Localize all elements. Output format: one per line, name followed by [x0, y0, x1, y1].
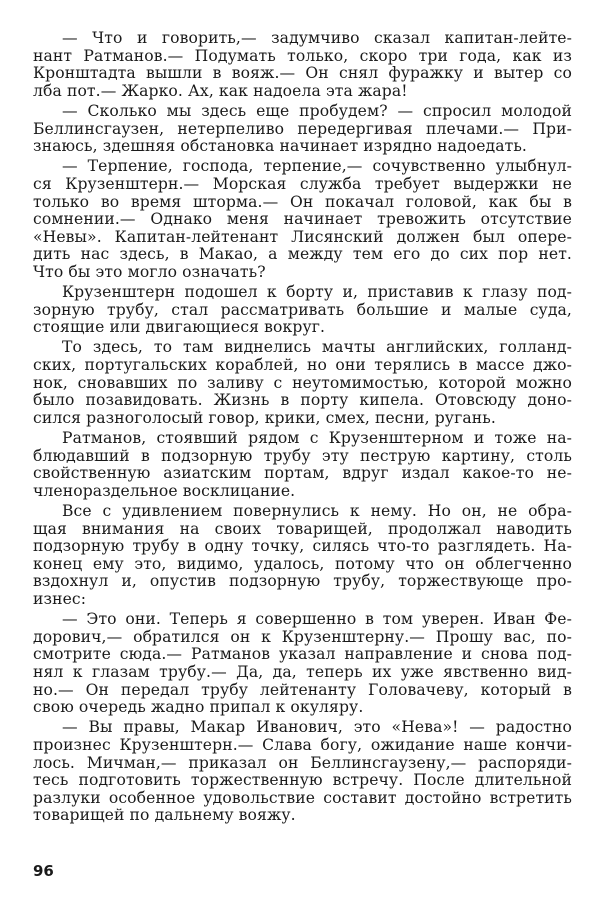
text-line: дить нас здесь, в Макао, а между тем его до сих пор нет. — [33, 245, 572, 264]
text-line: вздохнул и, опустив подзорную трубу, торжествующе про- — [33, 572, 572, 591]
paragraph — [33, 284, 572, 337]
paragraph — [33, 719, 572, 825]
text-line: зорную трубу, стал рассматривать большие и малые суда, — [33, 300, 572, 319]
text-line: ских, португальских кораблей, но они терялись в массе джо- — [33, 356, 572, 375]
text-line: свойственную азиатским портам, вдруг издал какое-то не- — [33, 464, 572, 483]
text-line: нял к глазам трубу.— Да, да, теперь их уже явственно вид- — [33, 662, 572, 681]
text-line: Беллинсгаузен, нетерпеливо передергивая плечами.— При- — [33, 119, 572, 138]
text-line: лба пот.— Жарко. Ах, как надоела эта жара! — [33, 81, 408, 100]
text-line: стоящие или двигающиеся вокруг. — [33, 318, 326, 337]
paragraph — [33, 339, 572, 427]
text-line: сился разноголосый говор, крики, смех, песни, ругань. — [33, 408, 496, 427]
text-line: Все с удивлением повернулись к нему. Но он, не обра- — [62, 502, 572, 520]
text-line: смотрите сюда.— Ратманов указал направление и снова под- — [33, 645, 572, 664]
paragraph — [33, 611, 572, 717]
text-line: товарищей по дальнему вояжу. — [33, 806, 296, 825]
text-line: лось. Мичман,— приказал он Беллинсгаузену,— распоряди- — [33, 753, 572, 772]
text-line: но.— Он передал трубу лейтенанту Головачеву, который в — [33, 680, 572, 699]
text-line: только во время шторма.— Он покачал головой, как бы в — [33, 192, 572, 211]
paragraph — [33, 30, 572, 100]
text-line: изнес: — [33, 589, 87, 608]
text-line: — Что и говорить,— задумчиво сказал капитан-лейте- — [62, 29, 572, 47]
paragraph — [33, 503, 572, 609]
text-line: конец ему это, видимо, удалось, потому что он облегченно — [33, 554, 572, 573]
page-number: 96 — [33, 862, 54, 880]
text-line: нант Ратманов.— Подумать только, скоро три года, как из — [33, 46, 572, 65]
text-line: щая внимания на своих товарищей, продолжал наводить — [33, 519, 572, 538]
text-line: То здесь, то там виднелись мачты английских, голланд- — [62, 338, 572, 357]
page-body-text — [33, 30, 572, 827]
text-line: свою очередь жадно припал к окуляру. — [33, 698, 364, 717]
text-line: «Невы». Капитан-лейтенант Лисянский должен был опере- — [33, 227, 572, 246]
text-line: было позавидовать. Жизнь в порту кипела. Отовсюду доно- — [33, 391, 572, 410]
paragraph — [33, 103, 572, 156]
text-line: дорович,— обратился он к Крузенштерну.— Прошу вас, по- — [33, 627, 572, 646]
text-line: — Терпение, господа, терпение,— сочувственно улыбнул- — [62, 157, 572, 176]
text-line: членораздельное восклицание. — [33, 481, 296, 500]
text-line: — Сколько мы здесь еще пробудем? — спросил молодой — [62, 101, 572, 120]
paragraph — [33, 158, 572, 281]
text-line: — Это они. Теперь я совершенно в том уверен. Иван Фе- — [62, 610, 572, 629]
text-line: Ратманов, стоявший рядом с Крузенштерном и тоже на- — [62, 429, 572, 448]
text-line: тесь подготовить торжественную встречу. После длительной — [33, 771, 572, 790]
text-line: разлуки особенное удовольствие составит достойно встретить — [33, 788, 572, 807]
text-line: — Вы правы, Макар Иванович, это «Нева»! — радостно — [62, 718, 572, 737]
paragraph — [33, 430, 572, 500]
text-line: сомнении.— Однако меня начинает тревожить отсутствие — [33, 210, 572, 229]
text-line: знаюсь, здешняя обстановка начинает изрядно надоедать. — [33, 137, 527, 156]
text-line: подзорную трубу в одну точку, силясь что-то разглядеть. На- — [33, 537, 572, 556]
text-line: блюдавший в подзорную трубу эту пеструю картину, столь — [33, 446, 572, 465]
text-line: нок, сновавших по заливу с неутомимостью, которой можно — [33, 373, 572, 392]
text-line: ся Крузенштерн.— Морская служба требует выдержки не — [33, 174, 572, 193]
text-line: Кронштадта вышли в вояж.— Он снял фуражку и вытер со — [33, 64, 572, 83]
text-line: произнес Крузенштерн.— Слава богу, ожидание наше кончи- — [33, 735, 572, 754]
text-line: Крузенштерн подошел к борту и, приставив к глазу под- — [62, 283, 572, 302]
text-line: Что бы это могло означать? — [33, 262, 266, 281]
